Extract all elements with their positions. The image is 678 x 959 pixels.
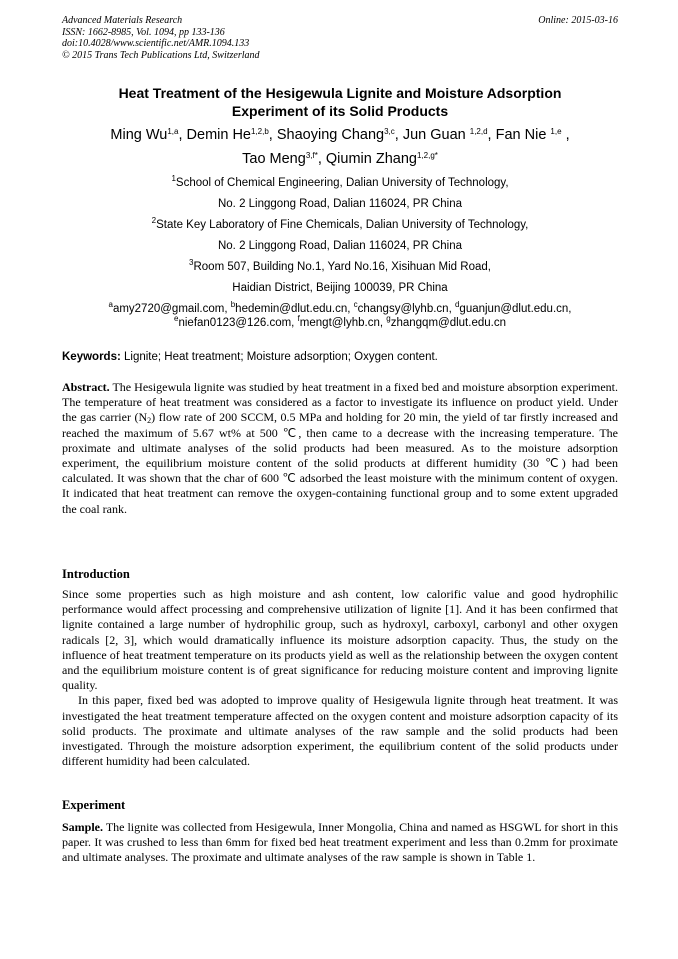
introduction-heading: Introduction <box>62 567 130 581</box>
affiliation-1-line-2: No. 2 Linggong Road, Dalian 116024, PR China <box>217 198 462 210</box>
sample-text: The lignite was collected from Hesigewula, Inner Mongolia, China and named as HSGWL for short in this paper. It was crushed to less than 6mm for fixed bed heat treatment experiment and less than 0.2mm for proximate and ultimate analyses. The proximate and ultimate analyses of the raw sample is shown in Table 1. <box>62 820 618 865</box>
email-mark: e <box>174 314 179 323</box>
author-name: Qiumin Zhang <box>325 151 417 167</box>
affiliation-1-line-1 <box>62 173 618 194</box>
running-header <box>62 15 618 61</box>
author-name: Demin He <box>186 127 251 143</box>
affiliation-3-line-1 <box>62 257 618 278</box>
sample-paragraph <box>62 820 618 866</box>
keywords-label: Keywords: <box>62 351 121 363</box>
online-date: Online: 2015-03-16 <box>538 15 618 26</box>
author-line-1: Ming Wu$^{1,a}$, Demin He$^{1,2,b}$, Shaoying Chang$^{3,c}$, Jun Guan $^{1,2,d}$, Fan Nie $^{1,e}$ , <box>110 127 570 143</box>
affil-text: School of Chemical Engineering, Dalian University of Technology, <box>175 177 509 189</box>
author-line-2: Tao Meng$^{3,f*}$, Qiumin Zhang$^{1,2,g*}$ <box>242 151 438 167</box>
author-name: Ming Wu <box>110 127 168 143</box>
email-mark: d <box>454 300 460 309</box>
introduction-section <box>62 587 618 769</box>
abstract-text-1: The Hesigewula lignite was studied by heat treatment in a fixed bed and moisture absorption experiment. The temperature of heat treatment was considered as a factor to investigate its influence on product yield. Under the gas carrier (N <box>62 380 618 425</box>
sample-label: Sample. <box>62 820 104 834</box>
affiliations <box>62 173 618 299</box>
paper-title <box>62 84 618 120</box>
keywords-text: Lignite; Heat treatment; Moisture adsorption; Oxygen content. <box>124 351 438 363</box>
author-affil-mark: 1,2,g* <box>416 151 438 160</box>
sample-section <box>62 820 618 866</box>
affil-mark: 2 <box>151 216 157 225</box>
author-name: Tao Meng <box>242 151 306 167</box>
title-line-2: Experiment of its Solid Products <box>231 103 449 119</box>
email-line-1: $^a$amy2720@gmail.com, $^b$hedemin@dlut.edu.cn, $^c$changsy@lyhb.cn, $^d$guanjun@dlut.edu.cn, <box>108 300 572 315</box>
abstract-label: Abstract. <box>62 380 110 394</box>
email-address[interactable]: zhangqm@dlut.edu.cn <box>390 317 506 329</box>
abstract-paragraph <box>62 380 618 517</box>
affil-mark: 1 <box>171 174 176 183</box>
author-affil-mark: 1,a <box>167 127 179 136</box>
affiliation-2-line-1 <box>62 215 618 236</box>
author-name: Jun Guan <box>402 127 466 143</box>
author-affil-mark: 3,c <box>384 127 395 136</box>
abstract-subscript: 2 <box>147 416 152 426</box>
author-name: Shaoying Chang <box>276 127 385 143</box>
email-mark: c <box>353 300 358 309</box>
email-mark: b <box>230 300 236 309</box>
email-address[interactable]: guanjun@dlut.edu.cn <box>459 303 569 315</box>
email-list <box>62 302 618 330</box>
keywords <box>62 350 618 365</box>
doi-line: doi:10.4028/www.scientific.net/AMR.1094.133 <box>62 38 250 49</box>
author-affil-mark: 3,f* <box>305 151 318 160</box>
email-address[interactable]: niefan0123@126.com <box>178 317 292 329</box>
issn-line: ISSN: 1662-8985, Vol. 1094, pp 133-136 <box>62 26 225 38</box>
affil-mark: 3 <box>189 258 194 267</box>
email-mark: a <box>108 300 113 309</box>
author-list <box>62 123 618 171</box>
abstract-section <box>62 380 618 517</box>
email-address[interactable]: mengt@lyhb.cn <box>299 317 380 329</box>
journal-name: Advanced Materials Research <box>62 15 183 26</box>
email-mark: g <box>386 314 391 323</box>
email-line-2: $^e$niefan0123@126.com, $^f$mengt@lyhb.cn, $^g$zhangqm@dlut.edu.cn <box>174 314 506 329</box>
email-address[interactable]: hedemin@dlut.edu.cn <box>235 303 348 315</box>
author-affil-mark: 1,e <box>550 127 562 136</box>
author-affil-mark: 1,2,d <box>469 127 488 136</box>
affil-text: Room 507, Building No.1, Yard No.16, Xisihuan Mid Road, <box>193 261 491 273</box>
experiment-heading: Experiment <box>62 798 126 812</box>
title-line-1: Heat Treatment of the Hesigewula Lignite and Moisture Adsorption <box>118 85 562 101</box>
copyright-line: © 2015 Trans Tech Publications Ltd, Switzerland <box>62 49 260 61</box>
introduction-paragraph-2: In this paper, fixed bed was adopted to improve quality of Hesigewula lignite through heat treatment. It was investigated the heat treatment temperature affected on the oxygen content and moisture adsorption capacity of its solid products. The proximate and ultimate analyses of the raw sample and the solid products had been investigated. Through the moisture adsorption experiment, the equilibrium content of the solid products under different humidity had been calculated. <box>62 693 618 769</box>
affiliation-3-line-2: Haidian District, Beijing 100039, PR China <box>232 282 448 294</box>
introduction-paragraph-1: Since some properties such as high moisture and ash content, low calorific value and good hydrophilic performance would affect processing and comprehensive utilization of lignite [1]. And it has been confirmed that lignite contained a large number of hydrophilic group, such as hydroxyl, carboxyl, carbonyl and other oxygen radicals [2, 3], which would dramatically influence its moisture adsorption capacity. Thus, the study on the influence of heat treatment temperature on its products yield as well as the relationship between the oxygen content and the equilibrium moisture content is of great significance for reducing moisture content and improving lignite quality. <box>62 587 618 693</box>
affiliation-2-line-2: No. 2 Linggong Road, Dalian 116024, PR China <box>217 240 462 252</box>
affil-text: State Key Laboratory of Fine Chemicals, Dalian University of Technology, <box>156 219 529 231</box>
email-address[interactable]: amy2720@gmail.com <box>112 303 225 315</box>
author-affil-mark: 1,2,b <box>251 127 269 136</box>
author-name: Fan Nie <box>495 127 547 143</box>
email-mark: f <box>297 314 300 323</box>
abstract-text-2: ) flow rate of 200 SCCM, 0.5 MPa and holding for 20 min, the yield of tar firstly increased and reached the maximum of 5.67 wt% at 500 ℃, then came to a decrease with the increasing temperature. The proximate and ultimate analyses of the solid products had been measured. As to the moisture adsorption experiment, the equilibrium moisture content of the solid products at different humidity (30 ℃) had been calculated. It was shown that the char of 600 ℃ adsorbed the least moisture with the minimum content of oxygen. It indicated that heat treatment can remove the oxygen-containing functional group and to some extent upgraded the coal rank. <box>62 410 618 516</box>
email-address[interactable]: changsy@lyhb.cn <box>357 303 449 315</box>
